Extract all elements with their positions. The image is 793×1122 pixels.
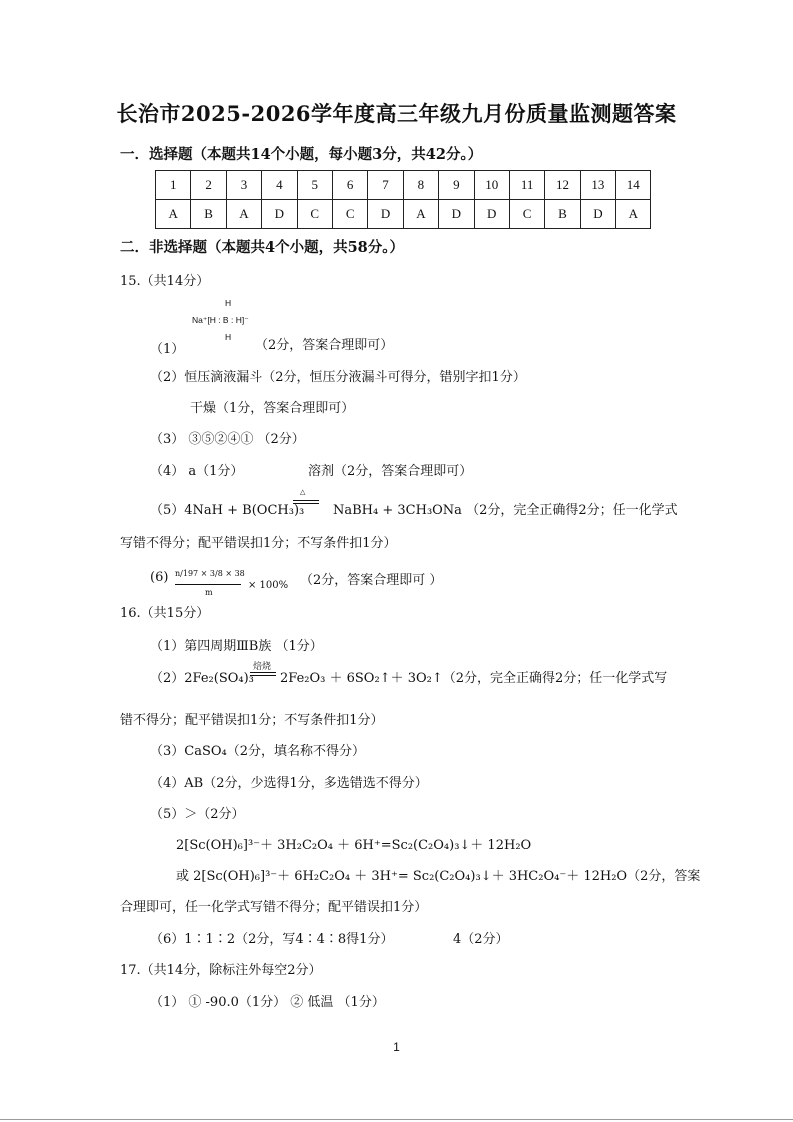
page-number: 1	[393, 1040, 400, 1054]
table-cell: A	[616, 200, 651, 229]
table-cell: 13	[580, 171, 615, 200]
q15-structure-bottom: H	[225, 332, 232, 342]
table-cell: A	[156, 200, 191, 229]
q15-heading: 15.（共14分）	[120, 274, 210, 289]
q15-6-note: （2分，答案合理即可 ）	[300, 573, 443, 588]
table-cell: 3	[226, 171, 261, 200]
table-cell: A	[226, 200, 261, 229]
q15-2b: 干燥（1分，答案合理即可）	[190, 401, 355, 416]
q16-2c: 错不得分；配平错误扣1分；不写条件扣1分）	[120, 713, 384, 728]
table-cell: C	[332, 200, 367, 229]
q15-2: （2）恒压滴液漏斗（2分，恒压分液漏斗可得分，错别字扣1分）	[150, 370, 526, 385]
page-bottom-divider	[0, 1119, 793, 1120]
table-cell: C	[509, 200, 544, 229]
table-cell: 1	[156, 171, 191, 200]
q16-2b: 2Fe₂O₃ ＋ 6SO₂↑＋ 3O₂↑（2分，完全正确得2分；任一化学式写	[280, 671, 668, 686]
table-cell: A	[403, 200, 438, 229]
q16-5-note: 合理即可，任一化学式写错不得分；配平错误扣1分）	[120, 900, 428, 915]
equals-bar	[250, 672, 276, 673]
table-cell: 8	[403, 171, 438, 200]
q16-2a: （2）2Fe₂(SO₄)₃	[150, 671, 254, 686]
q16-2-condition: 焙烧	[253, 662, 272, 672]
q16-5-equation-1: 2[Sc(OH)₆]³⁻＋ 3H₂C₂O₄ ＋ 6H⁺=Sc₂(C₂O₄)₃↓＋ 12H₂O	[176, 838, 532, 853]
answer-table	[155, 170, 651, 229]
section-heading-choice: 一．选择题（本题共14个小题，每小题3分，共42分。）	[120, 146, 483, 163]
table-cell: 5	[297, 171, 332, 200]
q16-4: （4）AB（2分，少选得1分，多选错选不得分）	[150, 776, 428, 791]
table-cell: D	[580, 200, 615, 229]
q15-4a: （4） a（1分）	[150, 464, 244, 479]
table-cell: 7	[368, 171, 403, 200]
table-row-numbers	[156, 171, 651, 200]
q15-structure-formula: Na⁺[H : B : H]⁻	[192, 315, 249, 325]
q15-3: （3） ③⑤②④① （2分）	[150, 432, 305, 447]
q16-6b: 4（2分）	[453, 932, 509, 947]
q15-5a: （5）4NaH + B(OCH₃)₃	[150, 503, 305, 518]
table-cell: B	[191, 200, 226, 229]
table-cell: 11	[509, 171, 544, 200]
q15-6-percent: × 100%	[248, 580, 289, 591]
q16-5-equation-2: 或 2[Sc(OH)₆]³⁻＋ 6H₂C₂O₄ ＋ 3H⁺= Sc₂(C₂O₄)₃↓＋ 3HC₂O₄⁻＋ 12H₂O（2分，答案	[176, 869, 701, 884]
table-cell: D	[474, 200, 509, 229]
q16-heading: 16.（共15分）	[120, 606, 210, 621]
q17-1: （1） ① -90.0（1分） ② 低温 （1分）	[150, 995, 385, 1010]
q15-5c: 写错不得分；配平错误扣1分；不写条件扣1分）	[120, 536, 397, 551]
q16-5: （5）＞（2分）	[150, 807, 245, 822]
q15-6-number: (6)	[150, 570, 169, 585]
table-cell: D	[368, 200, 403, 229]
table-cell: 9	[439, 171, 474, 200]
table-cell: 10	[474, 171, 509, 200]
equals-bar	[250, 675, 276, 676]
table-cell: 12	[545, 171, 580, 200]
fraction-numerator: n/197 × 3/8 × 38	[175, 569, 245, 578]
q15-1-note: （2分，答案合理即可）	[255, 338, 394, 353]
q15-structure-top: H	[225, 298, 232, 308]
table-cell: 14	[616, 171, 651, 200]
q17-heading: 17.（共14分，除标注外每空2分）	[120, 963, 322, 978]
q15-1-number: （1）	[150, 342, 185, 357]
table-cell: D	[262, 200, 297, 229]
table-cell: 4	[262, 171, 297, 200]
page-title: 长治市2025-2026学年度高三年级九月份质量监测题答案	[116, 101, 677, 126]
section-heading-nonchoice: 二．非选择题（本题共4个小题，共58分。）	[120, 239, 405, 256]
q15-4b: 溶剂（2分，答案合理即可）	[308, 464, 473, 479]
q16-3: （3）CaSO₄（2分，填名称不得分）	[150, 744, 366, 759]
table-cell: 6	[332, 171, 367, 200]
table-cell: D	[439, 200, 474, 229]
q15-5-condition: △	[300, 488, 306, 496]
table-cell: C	[297, 200, 332, 229]
q15-5b: NaBH₄ + 3CH₃ONa （2分，完全正确得2分；任一化学式	[333, 503, 678, 518]
table-cell: B	[545, 200, 580, 229]
table-row-answers	[156, 200, 651, 229]
fraction-bar	[175, 584, 241, 585]
table-cell: 2	[191, 171, 226, 200]
q16-6a: （6）1∶1∶2（2分，写4∶4∶8得1分）	[150, 932, 394, 947]
q16-1: （1）第四周期ⅢB族 （1分）	[150, 639, 323, 654]
fraction-denominator: m	[205, 588, 213, 597]
